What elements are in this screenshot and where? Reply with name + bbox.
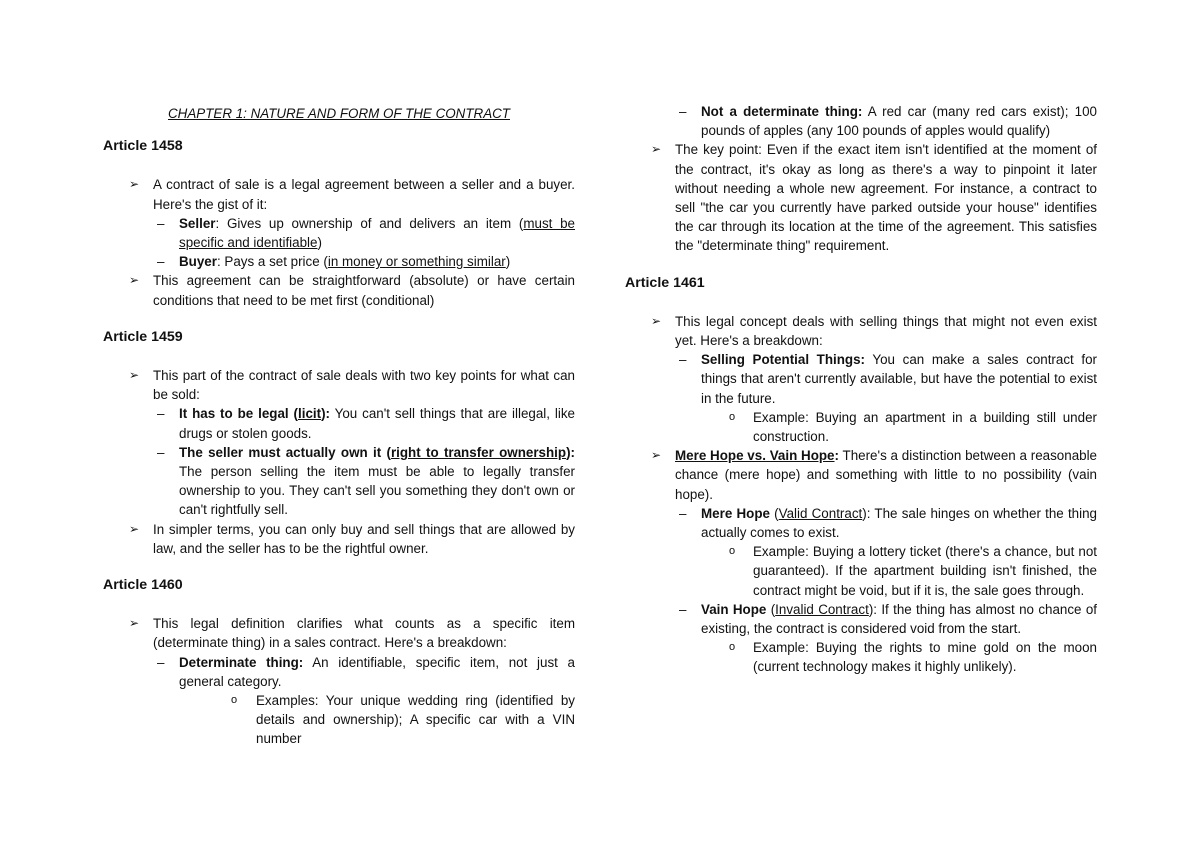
- sub-item-vain-hope: – Vain Hope (Invalid Contract): If the thing has almost no chance of existing, the contract is considered void from the start.: [679, 601, 1097, 637]
- circle-bullet-icon: o: [729, 410, 736, 423]
- chapter-title: CHAPTER 1: NATURE AND FORM OF THE CONTRACT: [168, 106, 510, 121]
- circle-bullet-icon: o: [729, 545, 736, 558]
- sub-item-legal: – It has to be legal (licit): You can't sell things that are illegal, like drugs or stolen goods.: [157, 406, 575, 441]
- sub-item-buyer: – Buyer: Pays a set price (in money or something similar): [103, 252, 575, 271]
- arrow-bullet-icon: ➢: [129, 273, 140, 288]
- bullet-item: ➢ In simpler terms, you can only buy and sell things that are allowed by law, and the seller has to be the rightful owner.: [129, 521, 575, 556]
- circle-bullet-icon: o: [231, 694, 238, 707]
- article-1460-heading: Article 1460: [103, 577, 183, 594]
- dash-bullet-icon: –: [157, 215, 165, 231]
- article-1458-heading: Article 1458: [103, 138, 183, 155]
- example-item: o Example: Buying an apartment in a building still under construction.: [729, 409, 1097, 445]
- dash-bullet-icon: –: [679, 505, 687, 521]
- dash-bullet-icon: –: [157, 654, 165, 670]
- dash-bullet-icon: –: [157, 444, 165, 460]
- arrow-bullet-icon: ➢: [651, 313, 662, 328]
- example-item: o Example: Buying the rights to mine gold on the moon (current technology makes it highly unlikely).: [729, 640, 1097, 675]
- arrow-bullet-icon: ➢: [651, 142, 662, 157]
- sub-item-mere-hope: – Mere Hope (Valid Contract): The sale hinges on whether the thing actually comes to exist.: [679, 505, 1097, 541]
- dash-bullet-icon: –: [679, 104, 687, 119]
- dash-bullet-icon: –: [679, 352, 687, 368]
- bullet-item: ➢ The key point: Even if the exact item isn't identified at the moment of the contract, it's okay as long as there's a way to pinpoint it later without needing a whole new agreement. For instance, a contract to sell "the car you currently have parked outside your house" identifies the car through its location at the time of the agreement. This satisfies the "determinate thing" requirement.: [651, 142, 1097, 254]
- bullet-item: ➢ A contract of sale is a legal agreement between a seller and a buyer. Here's the gist of it:: [129, 177, 575, 212]
- bullet-item: ➢ This part of the contract of sale deals with two key points for what can be sold:: [129, 368, 575, 403]
- arrow-bullet-icon: ➢: [129, 616, 140, 631]
- bullet-item: ➢ This legal concept deals with selling things that might not even exist yet. Here's a breakdown:: [651, 313, 1097, 349]
- bullet-item: ➢ This legal definition clarifies what counts as a specific item (determinate thing) in a sales contract. Here's a breakdown:: [129, 616, 575, 651]
- sub-item-not-determinate: – Not a determinate thing: A red car (many red cars exist); 100 pounds of apples (any 100 pounds of apples would qualify): [679, 104, 1097, 139]
- example-item: o Examples: Your unique wedding ring (identified by details and ownership); A specific car with a VIN number: [231, 693, 575, 747]
- dash-bullet-icon: –: [679, 601, 687, 617]
- right-column: [625, 102, 1097, 677]
- sub-item-ownership: – The seller must actually own it (right to transfer ownership): The person selling the item must be able to legally transfer ownership to you. They can't sell you something they don't own or can't rightfully sell.: [157, 444, 575, 518]
- dash-bullet-icon: –: [157, 254, 165, 270]
- example-item: o Example: Buying a lottery ticket (there's a chance, but not guaranteed). If the apartment building isn't finished, the contract might be void, but if it is, the sale goes through.: [729, 544, 1097, 598]
- article-1461-heading: Article 1461: [625, 274, 705, 291]
- arrow-bullet-icon: ➢: [129, 521, 140, 536]
- arrow-bullet-icon: ➢: [651, 448, 662, 463]
- arrow-bullet-icon: ➢: [129, 177, 140, 192]
- article-1459-heading: Article 1459: [103, 328, 183, 345]
- sub-item-potential: – Selling Potential Things: You can make a sales contract for things that aren't currently available, but have the potential to exist in the future.: [679, 352, 1097, 406]
- sub-item-seller: – Seller: Gives up ownership of and delivers an item (must be specific and identifiable): [157, 215, 575, 251]
- sub-item-determinate: – Determinate thing: An identifiable, specific item, not just a general category.: [157, 654, 576, 689]
- dash-bullet-icon: –: [157, 406, 165, 422]
- bullet-item: ➢ This agreement can be straightforward (absolute) or have certain conditions that need to be met first (conditional): [129, 273, 575, 308]
- arrow-bullet-icon: ➢: [129, 368, 140, 383]
- left-column: [103, 100, 575, 749]
- circle-bullet-icon: o: [729, 641, 736, 654]
- bullet-item: ➢ Mere Hope vs. Vain Hope: There's a distinction between a reasonable chance (mere hope) and something with little to no possibility (vain hope).: [651, 448, 1098, 502]
